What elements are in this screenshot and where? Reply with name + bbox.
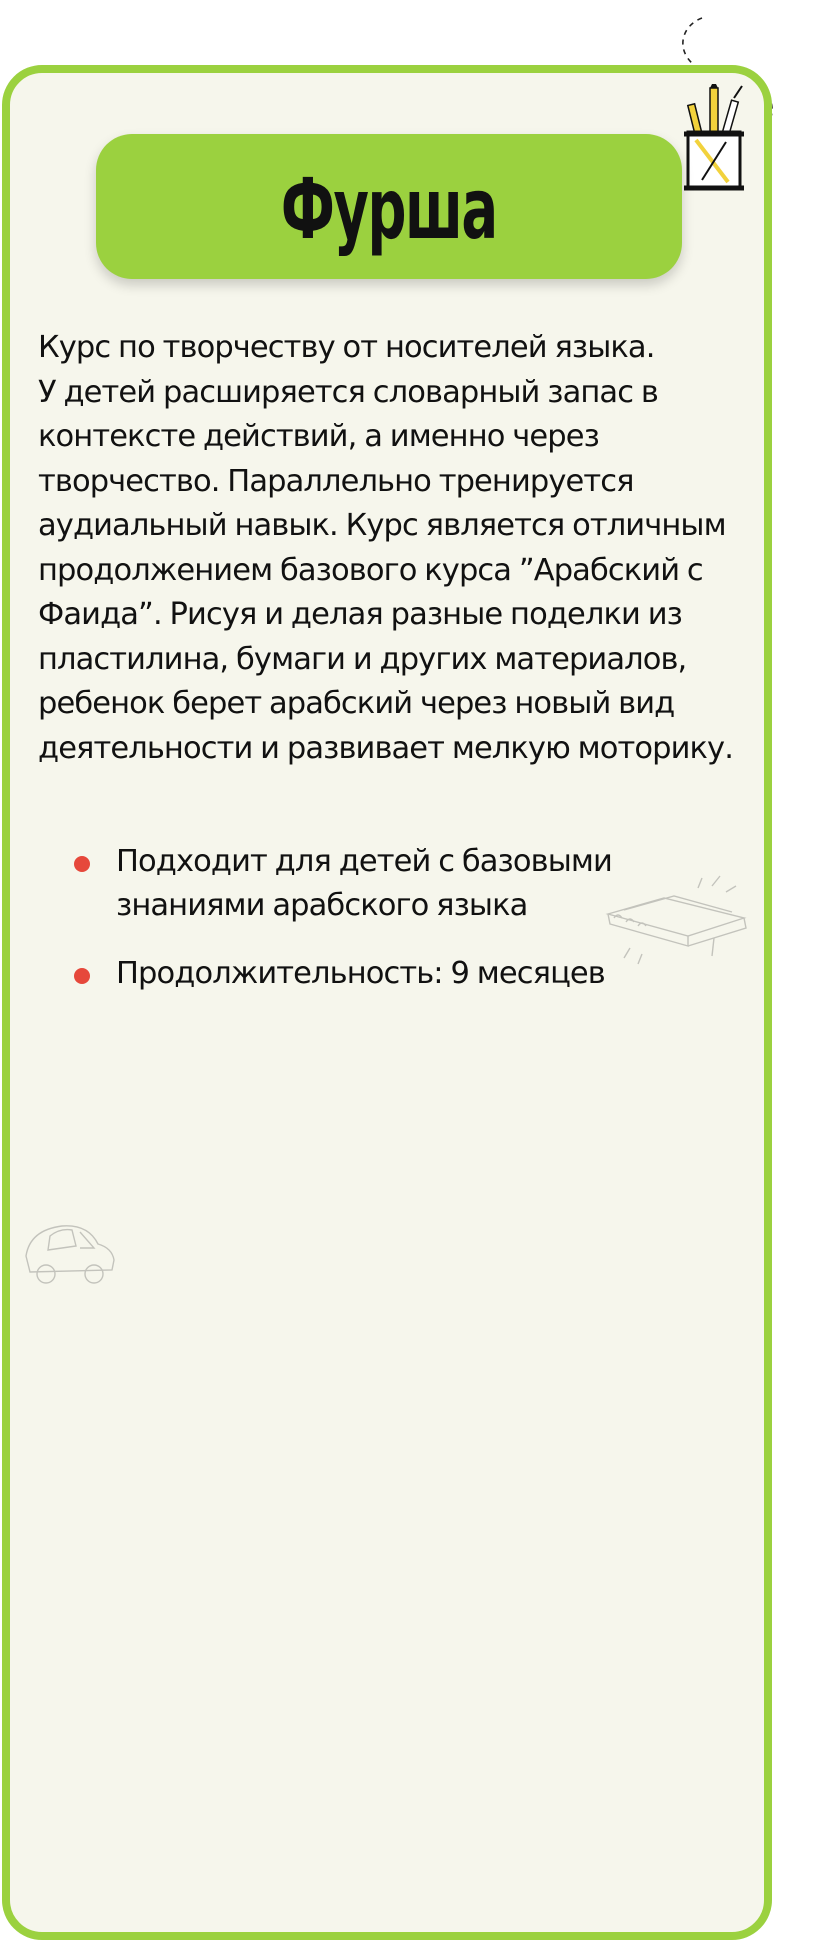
toy-car-icon xyxy=(20,1214,120,1294)
feature-text: Продолжительность: 9 месяцев xyxy=(116,956,605,991)
bullet-dot xyxy=(74,856,90,872)
feature-text: Подходит для детей с базовыми знаниями арабского языка xyxy=(116,844,612,923)
bullet-dot xyxy=(74,968,90,984)
course-description: Курс по творчеству от носителей языка. У детей расширяется словарный запас в контексте действий, а именно через творчество. Параллельно тренируется аудиальный навык. Курс является отличным продолжением базового курса ”Арабский с Фаида”. Рисуя и делая разные поделки из пластилина, бумаги и других материалов, ребенок берет арабский через новый вид деятельности и развивает мелкую моторику. xyxy=(38,330,733,766)
pencil-cup-icon xyxy=(682,84,748,194)
notebooks-icon xyxy=(604,868,754,968)
course-title-banner xyxy=(96,134,682,279)
course-title: Фурша xyxy=(281,159,497,258)
